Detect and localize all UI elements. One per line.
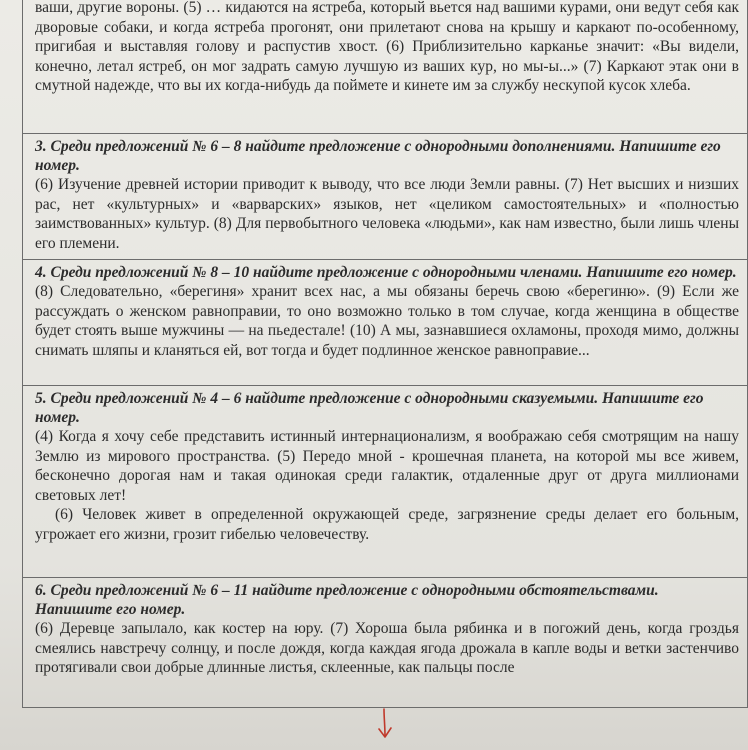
previous-passage-text: ваши, другие вороны. (5) … кидаются на ястреба, который вьется над вашими курами, они ведут себя как дворовые собаки, и когда ястреба прогонят, они прилетают снова на крышу и каркают по-особенному, пригибая и выставляя голову и распустив хвост. (6) Приблизительно карканье значит: «Вы видели, конечно, летал ястреб, он мог задрать самую лучшую из ваших кур, но мы-ы...» (7) Каркают этак они в смутной надежде, что вы их когда-нибудь да поймете и кинете им за службу нескупой кусок хлеба.	[35, 0, 739, 94]
question-5-title: 5. Среди предложений № 4 – 6 найдите предложение с однородными сказуемыми. Напишите его номер.	[35, 390, 704, 426]
question-6-cell	[23, 578, 747, 708]
questions-table	[22, 0, 748, 708]
question-6-text: (6) Деревце запылало, как костер на юру. (7) Хороша была рябинка и в погожий день, когда гроздья смеялись навстречу солнцу, и после дождя, когда каждая ягода дрожала в капле воды и ветки застенчиво протягивали свои добрые длинные листья, склеенные, как пальцы после	[35, 620, 739, 676]
question-5-text: (4) Когда я хочу себе представить истинный интернационализм, я воображаю себя смотрящим на нашу Землю из мирового пространства. (5) Передо мной - крошечная планета, на которой мы все живем, бесконечно дорогая нам и такая одинокая среди галактик, отдаленные друг от друга миллионами световых лет!	[35, 428, 739, 504]
question-3-title: 3. Среди предложений № 6 – 8 найдите предложение с однородными дополнениями. Напишите его номер.	[35, 138, 721, 174]
question-4-cell	[23, 260, 747, 386]
handwritten-arrow-icon	[370, 706, 400, 742]
question-3-cell	[23, 134, 747, 260]
question-5-text-continued: (6) Человек живет в определенной окружающей среде, загрязнение среды делает его больным, угрожает его жизни, грозит гибелью человечеству.	[35, 506, 739, 543]
question-4-title: 4. Среди предложений № 8 – 10 найдите предложение с однородными членами. Напишите его номер.	[35, 264, 737, 281]
question-3-text: (6) Изучение древней истории приводит к выводу, что все люди Земли равны. (7) Нет высших и низших рас, нет «культурных» и «варварских» языков, нет «целиком самостоятельных» и «полностью заимствованных» культур. (8) Для первобытного человека «людьми», как нам известно, были лишь члены его племени.	[35, 176, 739, 252]
question-4-text: (8) Следовательно, «берегиня» хранит всех нас, а мы обязаны беречь свою «берегиню». (9) Если же рассуждать о женском равноправии, то оно возможно только в том случае, когда женщина в обществе будет стоять выше мужчины — на пьедестале! (10) А мы, зазнавшиеся охламоны, проходя мимо, должны снимать шляпы и кланяться ей, вот тогда и будет подлинное женское равноправие...	[35, 283, 739, 359]
question-5-cell	[23, 386, 747, 578]
question-6-title: 6. Среди предложений № 6 – 11 найдите предложение с однородными обстоятельствами. Напишите его номер.	[35, 582, 659, 618]
previous-passage-cell	[23, 0, 747, 134]
